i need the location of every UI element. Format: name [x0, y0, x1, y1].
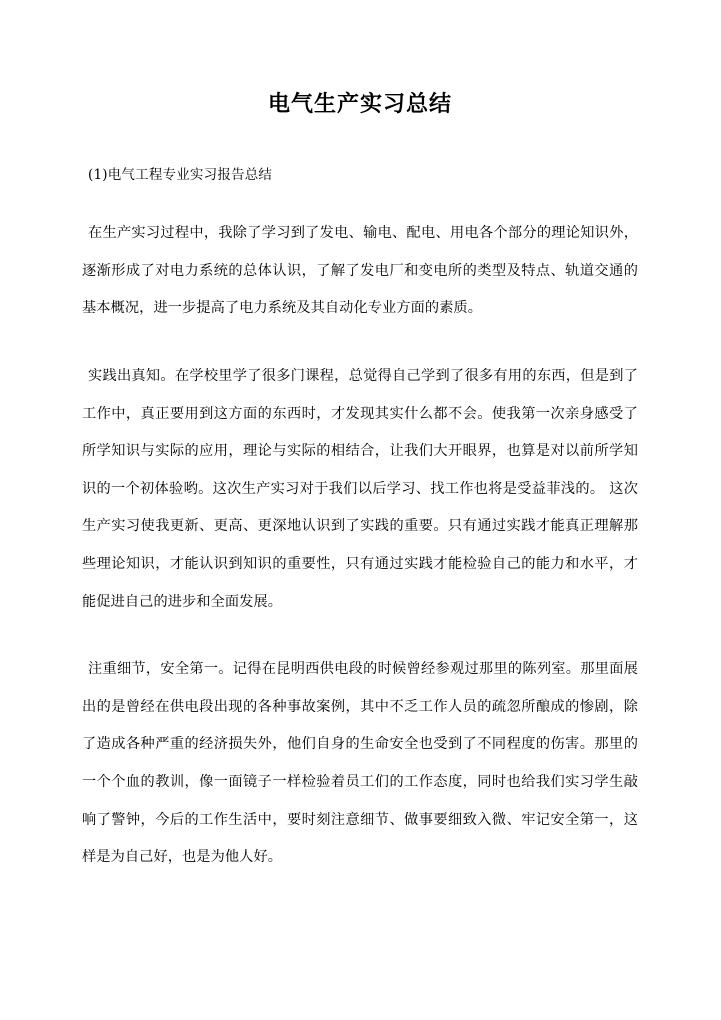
body-paragraph: 在生产实习过程中，我除了学习到了发电、输电、配电、用电各个部分的理论知识外，逐渐形成了对电力系统的总体认识，了解了发电厂和变电所的类型及特点、轨道交通的基本概况，进一步提高了电力系统及其自动化专业方面的素质。: [82, 225, 638, 317]
subtitle-section: [82, 165, 638, 185]
document-subtitle: (1)电气工程专业实习报告总结: [88, 167, 273, 183]
paragraph-section: [82, 215, 638, 877]
document-body: [82, 0, 638, 877]
body-paragraph: 注重细节，安全第一。记得在昆明西供电段的时候曾经参观过那里的陈列室。那里面展出的是曾经在供电段出现的各种事故案例，其中不乏工作人员的疏忽所酿成的惨剧，除了造成各种严重的经济损失外，他们自身的生命安全也受到了不同程度的伤害。那里的一个个血的教训，像一面镜子一样检验着员工们的工作态度，同时也给我们实习学生敲响了警钟，今后的工作生活中，要时刻注意细节、做事要细致入微、牢记安全第一，这样是为自己好，也是为他人好。: [82, 661, 638, 866]
page-title: 电气生产实习总结: [267, 91, 452, 117]
body-paragraph: 实践出真知。在学校里学了很多门课程，总觉得自己学到了很多有用的东西，但是到了工作中，真正要用到这方面的东西时，才发现其实什么都不会。使我第一次亲身感受了所学知识与实际的应用，理论与实际的相结合，让我们大开眼界，也算是对以前所学知识的一个初体验哟。这次生产实习对于我们以后学习、找工作也将是受益菲浅的。 这次生产实习使我更新、更高、更深地认识到了实践的重要。只有通过实践才能真正理解那些理论知识，才能认识到知识的重要性，只有通过实践才能检验自己的能力和水平，才能促进自己的进步和全面发展。: [82, 368, 638, 610]
